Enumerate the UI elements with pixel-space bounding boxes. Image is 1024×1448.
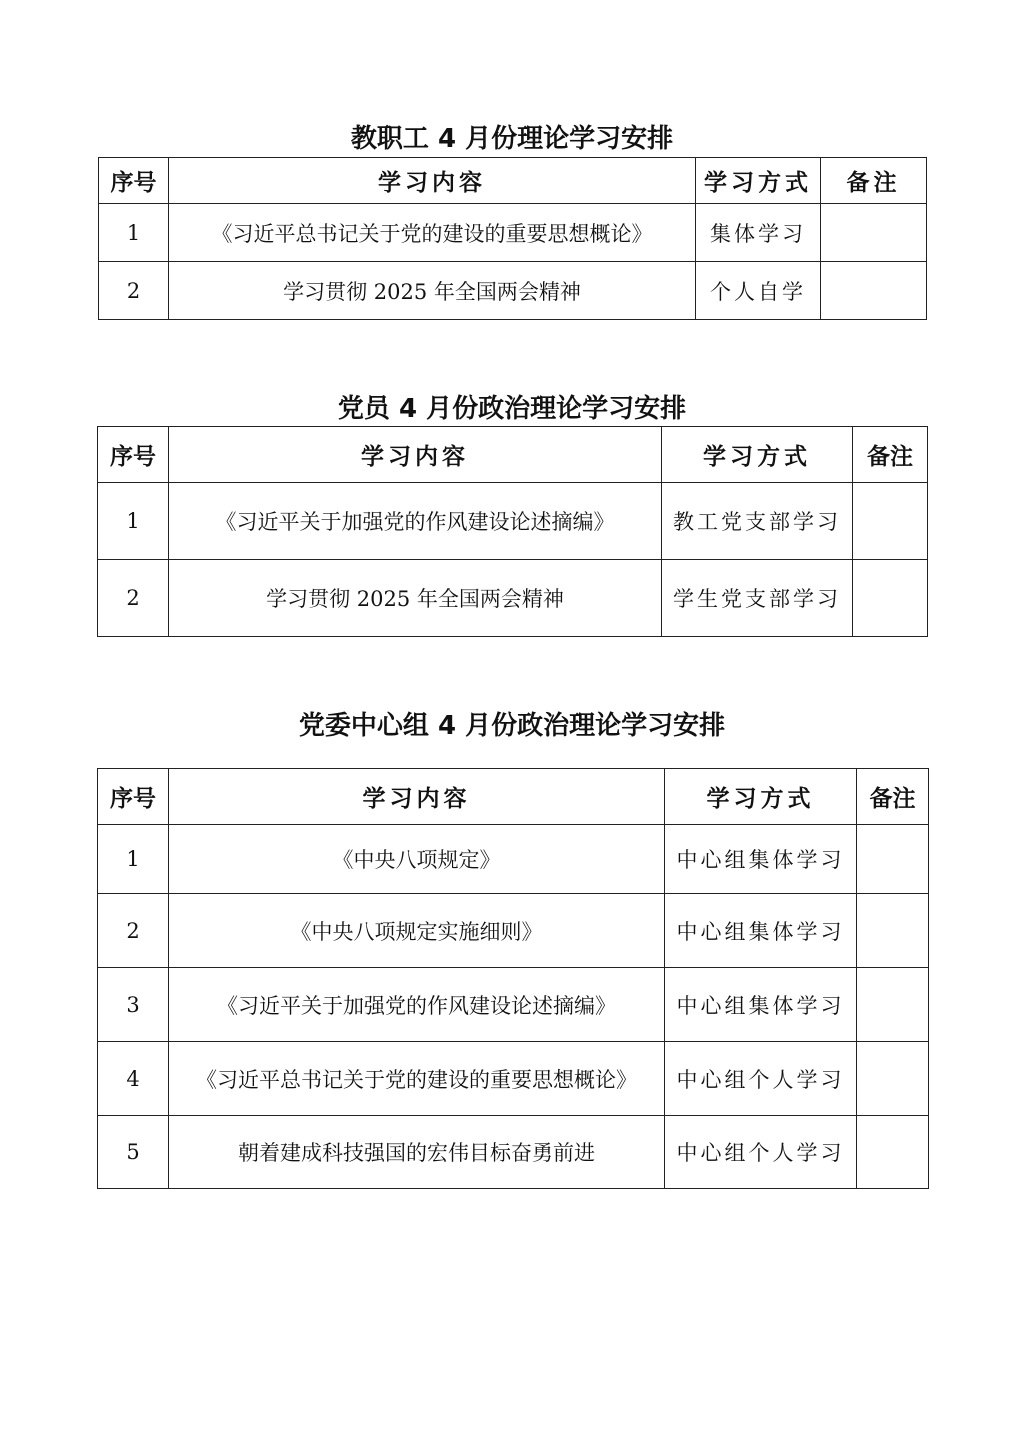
header-note: 备注 — [857, 769, 929, 825]
table-header-row — [98, 769, 929, 825]
header-content: 学习内容 — [169, 158, 696, 204]
header-note: 备注 — [853, 427, 928, 483]
row-number: 2 — [98, 560, 169, 637]
table-row — [98, 1116, 929, 1189]
row-content: 《中央八项规定》 — [169, 825, 665, 894]
row-number: 2 — [99, 262, 169, 320]
row-number: 1 — [99, 204, 169, 262]
row-method: 中心组个人学习 — [665, 1116, 857, 1189]
header-method: 学习方式 — [662, 427, 853, 483]
row-note — [853, 483, 928, 560]
row-content: 学习贯彻 2025 年全国两会精神 — [169, 560, 662, 637]
row-number: 2 — [98, 894, 169, 968]
row-content: 朝着建成科技强国的宏伟目标奋勇前进 — [169, 1116, 665, 1189]
party-member-study-table — [97, 426, 928, 637]
table-row — [98, 483, 928, 560]
row-method: 学生党支部学习 — [662, 560, 853, 637]
row-method: 教工党支部学习 — [662, 483, 853, 560]
table-row — [98, 1042, 929, 1116]
committee-study-table — [97, 768, 929, 1189]
table-row — [98, 825, 929, 894]
section-2-title: 党员 4 月份政治理论学习安排 — [337, 394, 687, 424]
row-content: 学习贯彻 2025 年全国两会精神 — [169, 262, 696, 320]
row-note — [857, 1116, 929, 1189]
row-method: 中心组个人学习 — [665, 1042, 857, 1116]
row-note — [857, 1042, 929, 1116]
header-no: 序号 — [98, 769, 169, 825]
header-content: 学习内容 — [169, 769, 665, 825]
row-method: 个人自学 — [696, 262, 821, 320]
header-content: 学习内容 — [169, 427, 662, 483]
header-method: 学习方式 — [665, 769, 857, 825]
row-content: 《中央八项规定实施细则》 — [169, 894, 665, 968]
table-row — [98, 560, 928, 637]
row-content: 《习近平关于加强党的作风建设论述摘编》 — [169, 483, 662, 560]
header-method: 学习方式 — [696, 158, 821, 204]
table-header-row — [98, 427, 928, 483]
row-method: 集体学习 — [696, 204, 821, 262]
row-number: 1 — [98, 483, 169, 560]
row-note — [853, 560, 928, 637]
section-1-title: 教职工 4 月份理论学习安排 — [350, 124, 674, 154]
row-note — [821, 204, 927, 262]
table-header-row — [99, 158, 927, 204]
row-number: 5 — [98, 1116, 169, 1189]
section-3-title: 党委中心组 4 月份政治理论学习安排 — [298, 711, 726, 741]
header-no: 序号 — [99, 158, 169, 204]
row-number: 3 — [98, 968, 169, 1042]
staff-study-table — [98, 157, 927, 320]
table-row — [99, 262, 927, 320]
header-note: 备注 — [821, 158, 927, 204]
row-content: 《习近平总书记关于党的建设的重要思想概论》 — [169, 204, 696, 262]
row-note — [821, 262, 927, 320]
row-content: 《习近平总书记关于党的建设的重要思想概论》 — [169, 1042, 665, 1116]
table-row — [99, 204, 927, 262]
row-number: 1 — [98, 825, 169, 894]
row-note — [857, 825, 929, 894]
table-row — [98, 894, 929, 968]
row-content: 《习近平关于加强党的作风建设论述摘编》 — [169, 968, 665, 1042]
header-no: 序号 — [98, 427, 169, 483]
row-note — [857, 968, 929, 1042]
row-method: 中心组集体学习 — [665, 825, 857, 894]
row-note — [857, 894, 929, 968]
row-method: 中心组集体学习 — [665, 894, 857, 968]
row-method: 中心组集体学习 — [665, 968, 857, 1042]
table-row — [98, 968, 929, 1042]
row-number: 4 — [98, 1042, 169, 1116]
